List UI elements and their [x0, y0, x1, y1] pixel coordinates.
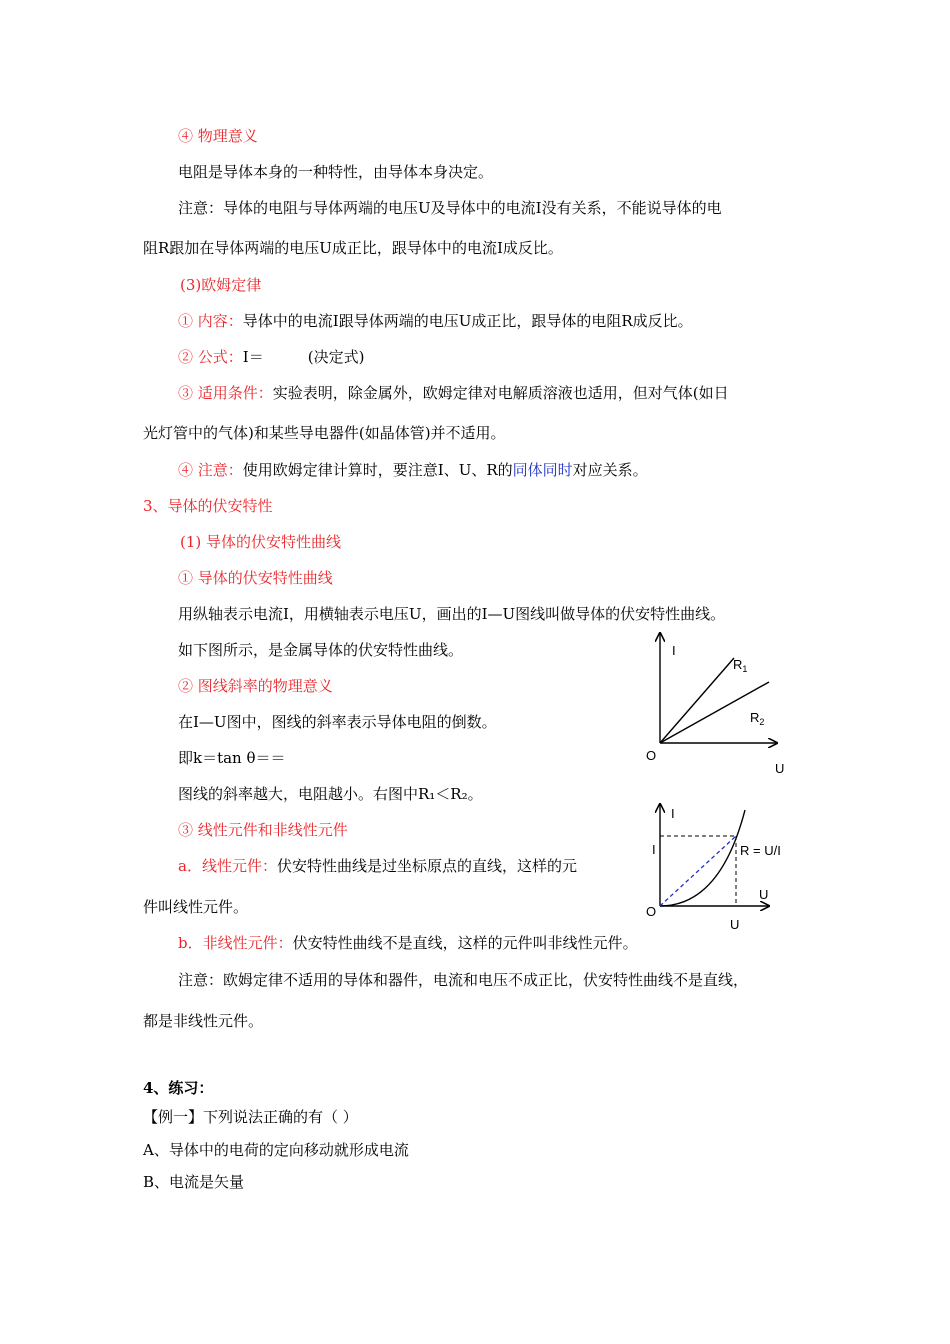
va-item2-title: ② 图线斜率的物理意义 [178, 677, 333, 695]
ohm-note [178, 460, 648, 480]
ohm-formula-note: (决定式) [307, 348, 365, 366]
nonlinear-iu-graph [635, 798, 795, 943]
va-nonlinear [178, 933, 638, 953]
fig2-y-label: I [671, 806, 675, 821]
ohm-formula-label: ② 公式： [178, 348, 243, 366]
ohm-note-label: ④ 注意： [178, 461, 243, 479]
va-linear-text1: 伏安特性曲线是过坐标原点的直线，这样的元 [276, 857, 577, 875]
ohm-content-text: 导体中的电流I跟导体两端的电压U成正比，跟导体的电阻R成反比。 [242, 312, 693, 330]
practice-option-a: A、导体中的电荷的定向移动就形成电流 [143, 1141, 409, 1159]
va-nonlinear-label: b．非线性元件： [178, 934, 293, 952]
practice-example: 【例一】下列说法正确的有（ ） [143, 1108, 358, 1126]
linear-iu-graph [635, 625, 795, 775]
va-item1-title: ① 导体的伏安特性曲线 [178, 569, 333, 587]
ohm-condition-line2: 光灯管中的气体)和某些导电器件(如晶体管)并不适用。 [143, 424, 506, 442]
va-item2-text3: 图线的斜率越大，电阻越小。右图中R₁＜R₂。 [178, 785, 483, 803]
va-item1-text2: 如下图所示，是金属导体的伏安特性曲线。 [178, 641, 464, 659]
ohm-content-label: ① 内容： [178, 312, 243, 330]
fig1-y-label: I [672, 643, 676, 658]
ohm-condition-line1 [178, 383, 729, 403]
fig1-r2-label: $R_2$ [750, 710, 765, 727]
s4-note-line1: 注意：导体的电阻与导体两端的电压U及导体中的电流I没有关系，不能说导体的电 [178, 199, 722, 217]
ohm-content [178, 311, 693, 331]
va-item1-text1: 用纵轴表示电流I，用横轴表示电压U，画出的I—U图线叫做导体的伏安特性曲线。 [178, 605, 726, 623]
fig1-x-label: U [775, 761, 785, 775]
fig1-line-r1 [660, 658, 734, 743]
va-sub-title: (1) 导体的伏安特性曲线 [180, 533, 342, 551]
va-note-line2: 都是非线性元件。 [143, 1012, 264, 1030]
fig2-i-label: I [652, 842, 656, 857]
practice-heading: 4、练习： [143, 1079, 214, 1097]
va-linear-text2: 件叫线性元件。 [143, 898, 249, 916]
va-item2-text2: 即k＝tan θ＝＝ [178, 749, 286, 767]
practice-option-b: B、电流是矢量 [143, 1173, 245, 1191]
ohm-formula [178, 347, 364, 367]
va-item2-text1: 在I—U图中，图线的斜率表示导体电阻的倒数。 [178, 713, 497, 731]
s4-heading: ④ 物理意义 [178, 127, 258, 145]
va-linear [178, 856, 577, 876]
fig1-r1-label: $R_1$ [733, 657, 748, 674]
ohm-formula-text: I＝ [242, 348, 264, 366]
va-nonlinear-text: 伏安特性曲线不是直线，这样的元件叫非线性元件。 [292, 934, 638, 952]
ohm-heading: (3)欧姆定律 [180, 276, 262, 294]
s4-note-line2: 阻R跟加在导体两端的电压U成正比，跟导体中的电流I成反比。 [143, 239, 563, 257]
s4-paragraph: 电阻是导体本身的一种特性，由导体本身决定。 [178, 163, 494, 181]
ohm-note-text-a: 使用欧姆定律计算时，要注意I、U、R的 [242, 461, 513, 479]
fig2-origin-label: O [646, 904, 657, 919]
fig2-secant-line [660, 836, 736, 906]
va-note-line1: 注意：欧姆定律不适用的导体和器件，电流和电压不成正比，伏安特性曲线不是直线， [178, 971, 749, 989]
va-section-title: 3、导体的伏安特性 [143, 497, 273, 515]
fig2-u-label: U [730, 917, 740, 932]
va-linear-label: a．线性元件： [178, 857, 277, 875]
fig2-x-label: U [759, 887, 769, 902]
va-item3-title: ③ 线性元件和非线性元件 [178, 821, 348, 839]
ohm-condition-label: ③ 适用条件： [178, 384, 273, 402]
ohm-condition-text1: 实验表明，除金属外，欧姆定律对电解质溶液也适用，但对气体(如日 [272, 384, 729, 402]
ohm-note-highlight: 同体同时 [512, 461, 573, 479]
ohm-note-text-b: 对应关系。 [572, 461, 648, 479]
fig1-origin-label: O [646, 748, 657, 763]
fig2-curve [660, 810, 745, 906]
fig2-r-label: R = U/I [740, 843, 781, 858]
